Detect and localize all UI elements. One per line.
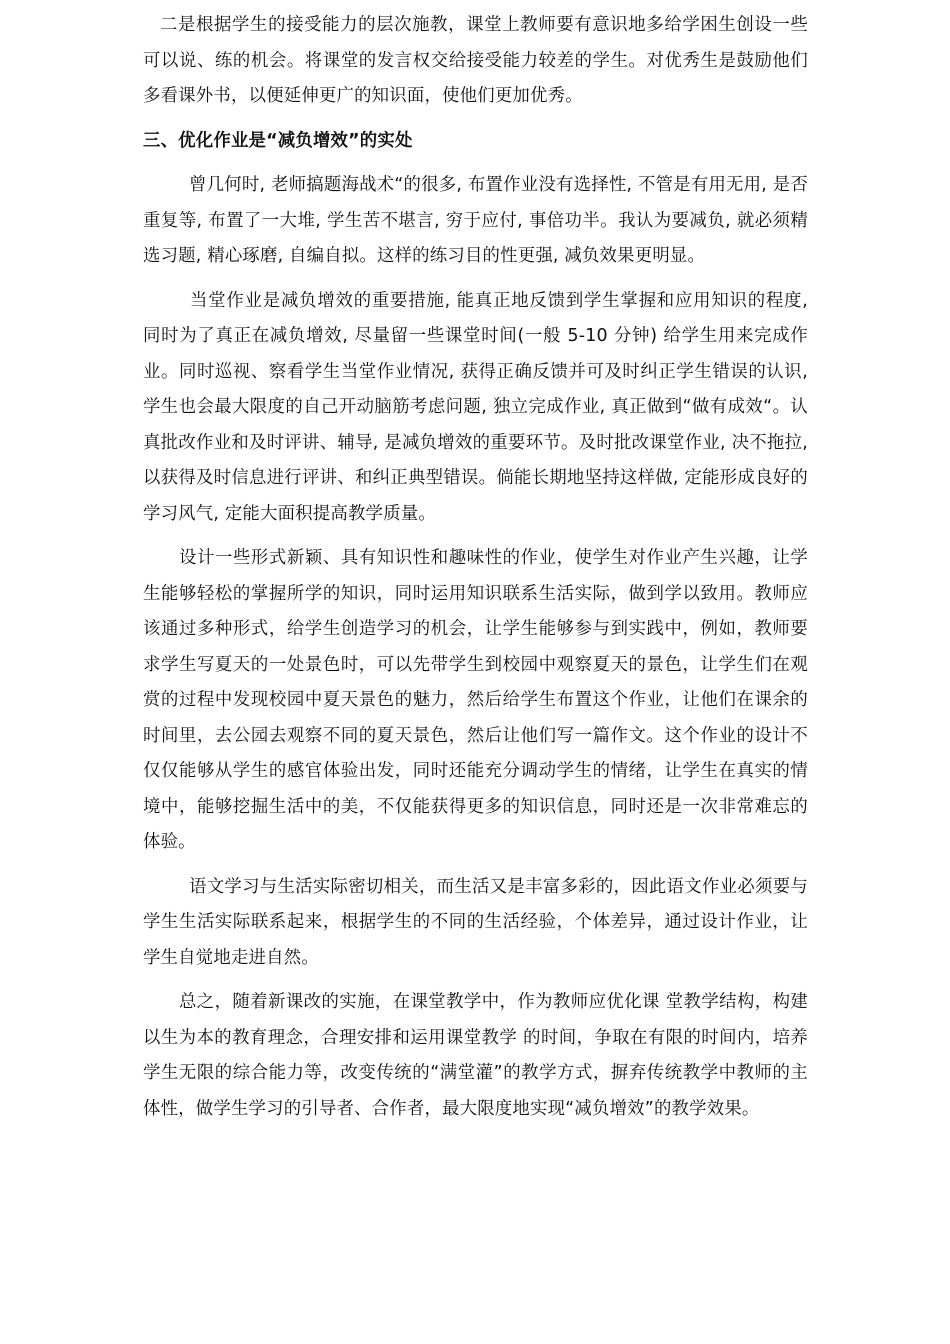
paragraph-creative-homework: 设计一些形式新颖、具有知识性和趣味性的作业，使学生对作业产生兴趣，让学生能够轻松的掌握所学的知识，同时运用知识联系生活实际，做到学以致用。教师应该通过多种形式，给学生创造学习的机会，让学生能够参与到实践中，例如，教师要求学生写夏天的一处景色时，可以先带学生到校园中观察夏天的景色，让学生们在观赏的过程中发现校园中夏天景色的魅力，然后给学生布置这个作业，让他们在课余的时间里，去公园去观察不同的夏天景色，然后让他们写一篇作文。这个作业的设计不仅仅能够从学生的感官体验出发，同时还能充分调动学生的情绪，让学生在真实的情境中，能够挖掘生活中的美，不仅能获得更多的知识信息，同时还是一次非常难忘的体验。	[143, 548, 808, 852]
paragraph-conclusion: 总之，随着新课改的实施，在课堂教学中，作为教师应优化课 堂教学结构，构建以生为本的教育理念，合理安排和运用课堂教学 的时间，争取在有限的时间内，培养学生无限的综合能力等，改变传统的“满堂灌”的教学方式，摒弃传统教学中教师的主体性，做学生学习的引导者、合作者，最大限度地实现“减负增效”的教学效果。	[143, 992, 808, 1119]
document-body	[143, 8, 808, 1136]
paragraph-selective-exercises: 曾几何时, 老师搞题海战术“的很多, 布置作业没有选择性, 不管是有用无用, 是否重复等, 布置了一大堆, 学生苦不堪言, 穷于应付, 事倍功半。我认为要减负, 就必须精选习题, 精心琢磨, 自编自拟。这样的练习目的性更强, 减负效果更明显。	[143, 175, 808, 266]
paragraph-life-connection: 语文学习与生活实际密切相关，而生活又是丰富多彩的，因此语文作业必须要与学生生活实际联系起来，根据学生的不同的生活经验，个体差异，通过设计作业，让学生自觉地走进自然。	[143, 876, 808, 968]
paragraph-tiered-teaching: 二是根据学生的接受能力的层次施教，课堂上教师要有意识地多给学困生创设一些可以说、练的机会。将课堂的发言权交给接受能力较差的学生。对优秀生是鼓励他们多看课外书，以便延伸更广的知识面，使他们更加优秀。	[143, 15, 808, 106]
paragraph-in-class-homework: 当堂作业是减负增效的重要措施, 能真正地反馈到学生掌握和应用知识的程度, 同时为了真正在减负增效, 尽量留一些课堂时间(一般 5-10 分钟) 给学生用来完成作业。同时巡视、察看学生当堂作业情况, 获得正确反馈并可及时纠正学生错误的认识, 学生也会最大限度的自己开动脑筋考虑问题, 独立完成作业, 真正做到“做有成效“。认真批改作业和及时评讲、辅导, 是减负增效的重要环节。及时批改课堂作业, 决不拖拉, 以获得及时信息进行评讲、和纠正典型错误。倘能长期地坚持这样做, 定能形成良好的学习风气, 定能大面积提高教学质量。	[143, 290, 808, 524]
section-heading-optimize-homework: 三、优化作业是“减负增效”的实处	[143, 130, 413, 151]
